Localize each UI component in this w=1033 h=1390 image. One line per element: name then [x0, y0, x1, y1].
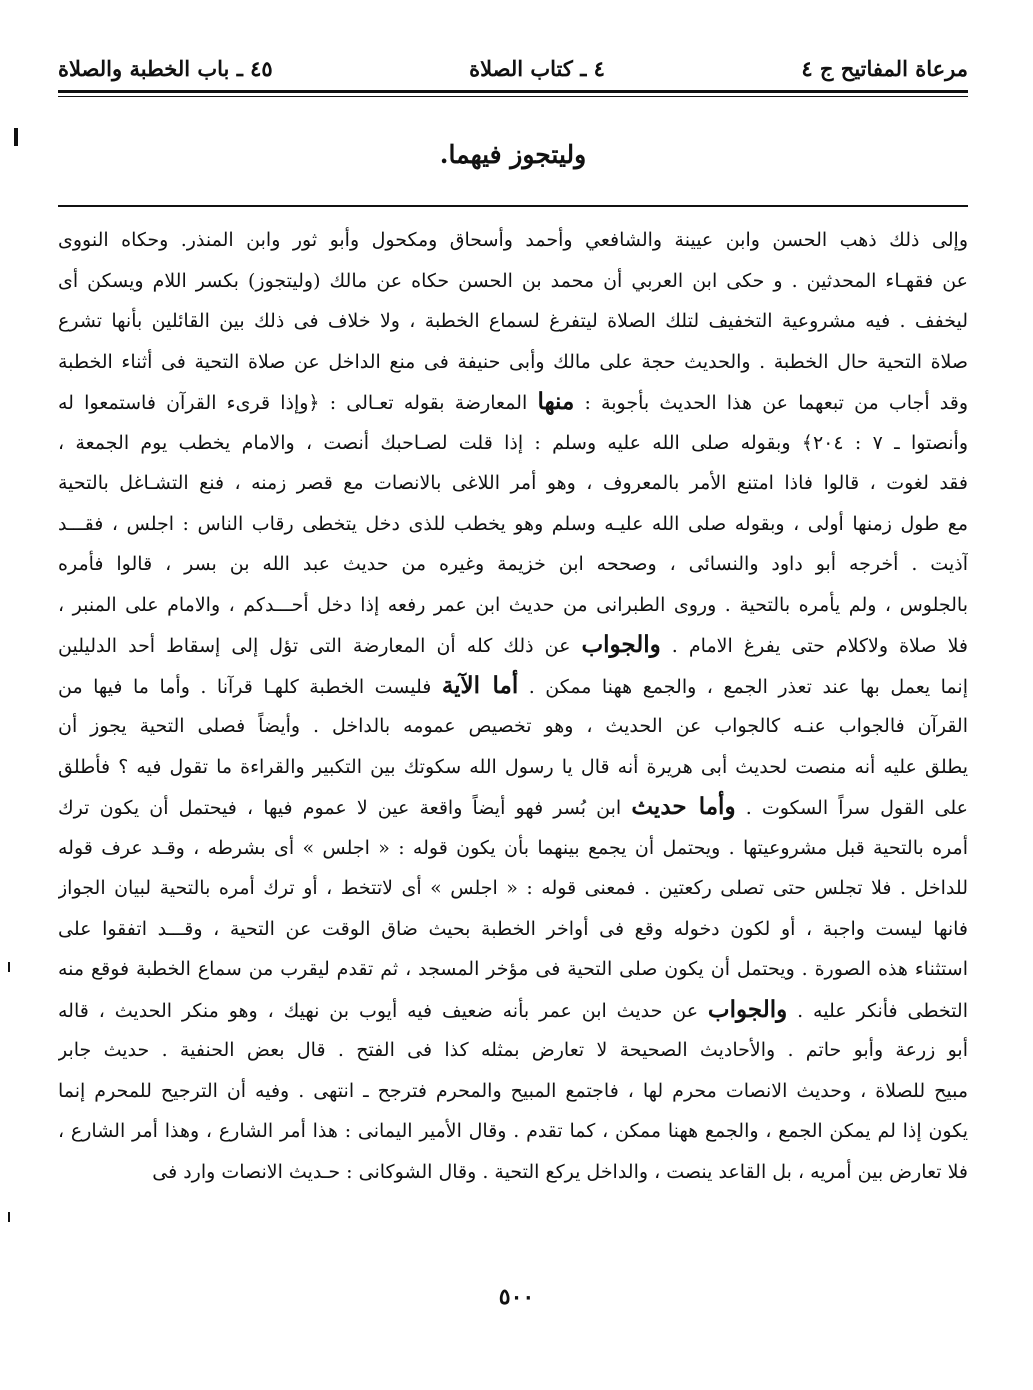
commentary-line: [58, 504, 968, 545]
commentary-keyword: وأما حديث: [631, 793, 736, 820]
commentary-line: [58, 625, 968, 666]
commentary-line: [58, 990, 968, 1031]
commentary-segment: للداخل . فلا تجلس حتى تصلى ركعتين . فمعنى قوله : « اجلس » أى لاتتخط ، أو ترك أمره بالتحية لبيان الجواز: [58, 877, 968, 899]
commentary-line: [58, 787, 968, 828]
header-rule-thick: [58, 90, 968, 93]
commentary-segment: فلا تعارض بين أمريه ، بل القاعد ينصت ، والداخل يركع التحية . وقال الشوكانى : حـديث الانصات وارد فى: [152, 1160, 968, 1183]
commentary-segment: استثناء هذه الصورة . ويحتمل أن يكون صلى التحية فى مؤخر المسجد ، ثم تقدم ليقرب من سماع الخطبة فوقع منه: [58, 958, 968, 980]
margin-mark: [8, 1212, 10, 1222]
margin-mark: [14, 128, 18, 146]
commentary-segment: أبو زرعة وأبو حاتم . والأحاديث الصحيحة لا تعارض بمثله كذا فى الفتح . قال بعض الحنفية . حديث جابر: [58, 1039, 968, 1061]
commentary-segment: المعارضة بقوله تعـالى : ﴿وإذا قرىء القرآن فاستمعوا له: [58, 392, 538, 414]
commentary-segment: يطلق عليه أنه منصت لحديث أبى هريرة أنه قال يا رسول الله سكوتك بين التكبير والقراءة ما تقول فيه ؟ فأطلق: [58, 755, 968, 778]
hadith-text: وليتجوز فيهما.: [439, 140, 587, 169]
commentary-line: [58, 909, 968, 950]
header-chapter: ٤ ـ كتاب الصلاة: [469, 55, 605, 81]
page-number: ٥٠٠: [498, 1284, 535, 1310]
margin-mark: [8, 962, 10, 972]
commentary-line: [58, 706, 968, 747]
commentary-line: [58, 301, 968, 342]
commentary-line: [58, 666, 968, 707]
commentary-line: [58, 1030, 968, 1071]
commentary-keyword: والجواب: [707, 995, 788, 1023]
commentary-line: [58, 382, 968, 423]
commentary-keyword: والجواب: [581, 631, 661, 658]
commentary-line: [58, 261, 968, 302]
commentary-segment: مبيح للصلاة ، وحديث الانصات محرم لها ، فاجتمع المبيح والمحرم فترجح ـ انتهى . وفيه أن الترجيح للمحرم إنما: [58, 1079, 968, 1102]
commentary-segment: على القول سراً السكوت .: [735, 797, 968, 819]
commentary-segment: عن فقهـاء المحدثين . و حكى ابن العربي أن محمد بن الحسن حكاه عن مالك (وليتجوز) بكسر اللام ويسكن أى: [58, 269, 968, 292]
commentary-segment: ابن بُسر فهو أيضاً واقعة عين لا عموم فيها ، فيحتمل أن يكون ترك: [58, 797, 632, 819]
commentary-keyword: أما الآية: [441, 671, 519, 699]
commentary-line: [58, 868, 968, 909]
commentary-segment: عن حديث ابن عمر بأنه ضعيف فيه أيوب بن نهيك ، وهو منكر الحديث ، قاله: [58, 999, 708, 1022]
commentary-text: [58, 220, 968, 1192]
commentary-line: [58, 1111, 968, 1152]
commentary-segment: بالجلوس ، ولم يأمره بالتحية . وروى الطبرانى من حديث ابن عمر رفعه إذا دخل أحـــدكم ، والامام على المنبر ،: [58, 593, 968, 616]
commentary-line: [58, 585, 968, 626]
commentary-segment: فانها ليست واجبة ، أو لكون دخوله وقع فى أواخر الخطبة بحيث ضاق الوقت عن التحية ، وقـــد اتفقوا على: [58, 917, 968, 940]
commentary-line: [58, 949, 968, 990]
commentary-segment: أمره بالتحية قبل مشروعيتها . ويحتمل أن يجمع بينهما بأن يكون قوله : « اجلس » أى بشرطه ، وقـد عرف قوله: [58, 836, 968, 859]
commentary-segment: يكون إذا لم يمكن الجمع ، والجمع ههنا ممكن ، كما تقدم . وقال الأمير اليمانى : هذا أمر الشارع ، وهذا أمر الشارع ،: [58, 1120, 968, 1142]
header-section: ٤٥ ـ باب الخطبة والصلاة: [58, 55, 273, 81]
commentary-segment: القرآن فالجواب عنـه كالجواب عن الحديث ، وهو تخصيص عمومه بالداخل . وأيضاً فصلى التحية يجوز أن: [58, 715, 968, 737]
commentary-line: [58, 342, 968, 383]
commentary-line: [58, 1071, 968, 1112]
commentary-segment: صلاة التحية حال الخطبة . والحديث حجة على مالك وأبى حنيفة فى منع الداخل عن صلاة التحية فى أثناء الخطبة: [58, 350, 968, 373]
commentary-line: [58, 220, 968, 261]
commentary-segment: فلا صلاة ولاكلام حتى يفرغ الامام .: [660, 635, 968, 657]
commentary-segment: فقد لغوت ، قالوا فاذا امتنع الأمر بالمعروف ، وهو أمر اللاغى بالانصات مع قصر زمنه ، فنع التشـاغل بالتحية: [58, 472, 968, 494]
header-rule-thin: [58, 96, 968, 97]
commentary-line: [58, 423, 968, 464]
running-header: [58, 48, 968, 88]
header-book-title: مرعاة المفاتيح ج ٤: [801, 55, 968, 81]
commentary-line: [58, 828, 968, 869]
commentary-segment: التخطى فأنكر عليه .: [787, 999, 968, 1022]
commentary-line: [58, 747, 968, 788]
commentary-line: [58, 1152, 968, 1193]
commentary-segment: وقد أجاب من تبعهما عن هذا الحديث بأجوبة :: [574, 392, 968, 414]
commentary-segment: وأنصتوا ـ ٧ : ٢٠٤﴾ وبقوله صلى الله عليه وسلم : إذا قلت لصـاحبك أنصت ، والامام يخطب يوم الجمعة ،: [58, 431, 968, 454]
commentary-segment: آذيت . أخرجه أبو داود والنسائى ، وصححه ابن خزيمة وغيره من حديث عبد الله بن بسر ، قالوا فأمره: [58, 553, 968, 575]
commentary-segment: وإلى ذلك ذهب الحسن وابن عيينة والشافعي وأحمد وأسحاق ومكحول وأبو ثور وابن المنذر. وحكاه النووى: [58, 229, 968, 251]
commentary-line: [58, 463, 968, 504]
commentary-segment: عن ذلك كله أن المعارضة التى تؤل إلى إسقاط أحد الدليلين: [58, 635, 582, 657]
commentary-segment: ليخفف . فيه مشروعية التخفيف لتلك الصلاة ليتفرغ لسماع الخطبة ، ولا خلاف فى ذلك بين القائلين بأنها تشرع: [58, 310, 968, 332]
commentary-keyword: منها: [537, 388, 575, 415]
commentary-segment: مع طول زمنها أولى ، وبقوله صلى الله عليـه وسلم وهو يخطب للذى دخل يتخطى رقاب الناس : اجلس ، فقـــد: [58, 512, 968, 535]
commentary-segment: إنما يعمل بها عند تعذر الجمع ، والجمع ههنا ممكن .: [518, 675, 968, 698]
commentary-line: [58, 544, 968, 585]
commentary-segment: فليست الخطبة كلهـا قرآنا . وأما ما فيها من: [58, 675, 442, 698]
text-separator-rule: [58, 205, 968, 207]
